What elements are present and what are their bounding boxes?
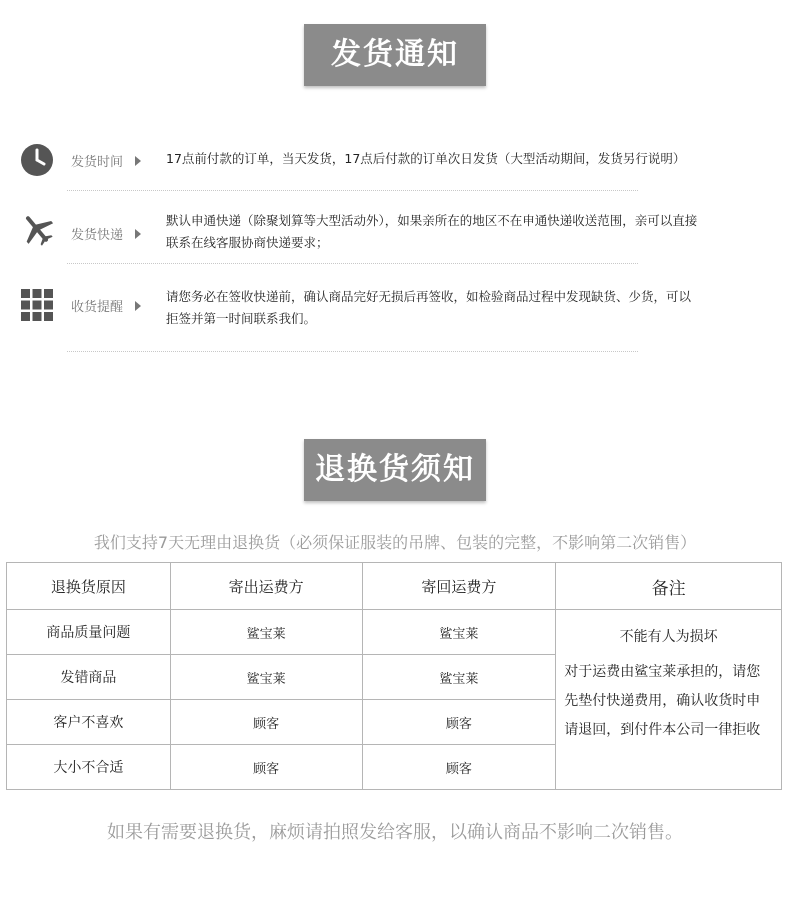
reason-cell: 客户不喜欢: [7, 700, 171, 745]
shipping-courier-text: 默认申通快递（除聚划算等大型活动外），如果亲所在的地区不在申通快递收送范围，亲可以直接 联系在线客服协商快递要求；: [166, 213, 698, 250]
divider: [67, 263, 638, 264]
return-fee-cell: 鲨宝莱: [362, 655, 556, 700]
table-header-row: [7, 563, 782, 610]
return-fee-cell: 顾客: [362, 745, 556, 790]
header-send-fee: 寄出运费方: [170, 563, 362, 610]
header-return-fee: 寄回运费方: [362, 563, 556, 610]
send-fee-cell: 顾客: [170, 745, 362, 790]
header-note: 备注: [556, 563, 782, 610]
shipping-notice-title: 发货通知: [304, 24, 486, 86]
header-reason: 退换货原因: [7, 563, 171, 610]
send-fee-cell: 顾客: [170, 700, 362, 745]
table-row: [7, 610, 782, 655]
arrow-right-icon: [135, 301, 141, 311]
note-top: 不能有人为损坏: [619, 629, 718, 645]
clock-icon: [20, 143, 54, 177]
send-fee-cell: 鲨宝莱: [170, 655, 362, 700]
return-fee-cell: 鲨宝莱: [362, 610, 556, 655]
delivery-reminder-label: 收货提醒: [71, 296, 141, 315]
divider: [67, 190, 638, 191]
reason-cell: 发错商品: [7, 655, 171, 700]
shipping-time-label: 发货时间: [71, 151, 141, 170]
airplane-icon: [20, 212, 54, 246]
arrow-right-icon: [135, 156, 141, 166]
note-cell: [556, 610, 782, 790]
reason-cell: 大小不合适: [7, 745, 171, 790]
shipping-courier-label: 发货快递: [71, 224, 141, 243]
note-body: 对于运费由鲨宝莱承担的，请您先垫付快递费用，确认收货时申请退回，到付件本公司一律拒收: [564, 664, 761, 738]
returns-table: [6, 562, 782, 790]
delivery-reminder-text: 请您务必在签收快递前，确认商品完好无损后再签收，如检验商品过程中发现缺货、少货，可以 拒签并第一时间联系我们。: [166, 289, 692, 326]
returns-notice-title: 退换货须知: [304, 439, 486, 501]
return-fee-cell: 顾客: [362, 700, 556, 745]
shipping-time-text: 17点前付款的订单，当天发货，17点后付款的订单次日发货（大型活动期间，发货另行说明）: [166, 151, 686, 166]
send-fee-cell: 鲨宝莱: [170, 610, 362, 655]
arrow-right-icon: [135, 229, 141, 239]
divider: [67, 351, 638, 352]
reason-cell: 商品质量问题: [7, 610, 171, 655]
footer-note: 如果有需要退换货，麻烦请拍照发给客服，以确认商品不影响二次销售。: [107, 822, 683, 843]
returns-subtitle: 我们支持7天无理由退换货（必须保证服装的吊牌、包装的完整，不影响第二次销售）: [93, 533, 697, 552]
grid-icon: [20, 288, 54, 322]
